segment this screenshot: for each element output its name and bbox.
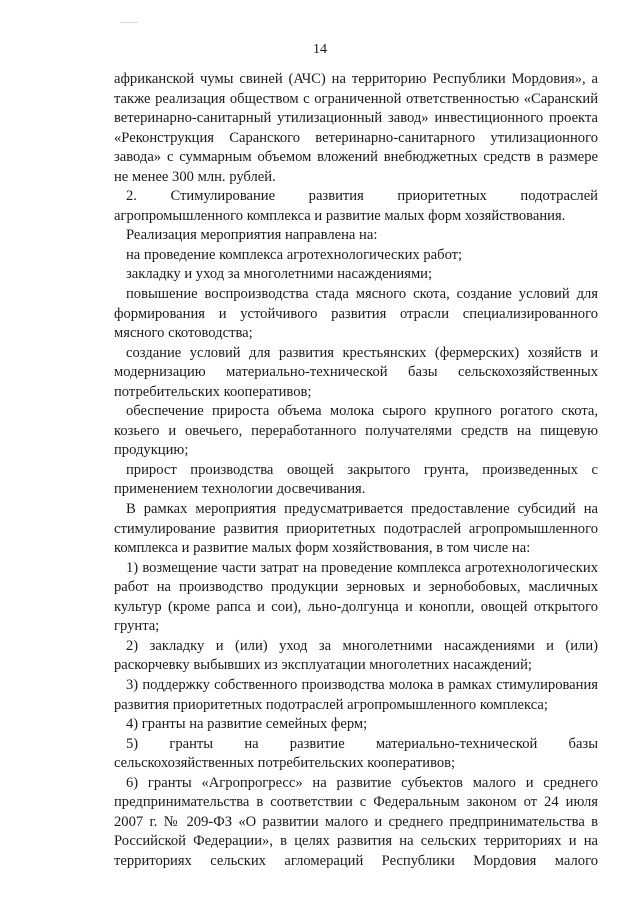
document-body — [114, 70, 598, 871]
list-item-2: 2) закладку и (или) уход за многолетними насаждениями и (или) раскорчевку выбывших из эксплуатации многолетних насаждений; — [114, 637, 598, 674]
page-number: 14 — [313, 42, 327, 57]
paragraph-7: создание условий для развития крестьянских (фермерских) хозяйств и модернизацию материально-технической базы сельскохозяйственных потребительских кооперативов; — [114, 344, 598, 400]
paragraph-6: повышение воспроизводства стада мясного скота, создание условий для формирования и устойчивого развития отрасли специализированного мясного скотоводства; — [114, 286, 598, 342]
paragraph-8: обеспечение прироста объема молока сырого крупного рогатого скота, козьего и овечьего, переработанного получателями средств на пищевую продукцию; — [114, 403, 598, 459]
list-item-4: 4) гранты на развитие семейных ферм; — [126, 716, 368, 733]
paragraph-9: прирост производства овощей закрытого грунта, произведенных с применением технологии досвечивания. — [114, 461, 598, 498]
list-item-6: 6) гранты «Агропрогресс» на развитие субъектов малого и среднего предпринимательства в соответствии с Федеральным законом от 24 июля 2007 г. № 209-ФЗ «О развитии малого и среднего предпринимательства в Российской Федерации», в целях развития на сельских территориях и на территориях сельских агломераций Республики Мордовия малого — [114, 774, 598, 869]
scan-artifact — [120, 22, 138, 23]
paragraph-3: Реализация мероприятия направлена на: — [126, 227, 378, 244]
paragraph-2: 2. Стимулирование развития приоритетных подотраслей агропромышленного комплекса и развитие малых форм хозяйствования. — [114, 188, 598, 224]
paragraph-4: на проведение комплекса агротехнологических работ; — [126, 246, 463, 263]
paragraph-10: В рамках мероприятия предусматривается предоставление субсидий на стимулирование развития приоритетных подотраслей агропромышленного комплекса и развитие малых форм хозяйствования, в том числе на: — [114, 501, 598, 557]
paragraph-1: африканской чумы свиней (АЧС) на территорию Республики Мордовия», а также реализация обществом с ограниченной ответственностью «Саранский ветеринарно-санитарный утилизационный завод» инвестиционного проекта «Реконструкция Саранского ветеринарно-санитарного утилизационного завода» с суммарным объемом вложений внебюджетных средств в размере не менее 300 млн. рублей. — [114, 71, 598, 185]
list-item-1: 1) возмещение части затрат на проведение комплекса агротехнологических работ на производство продукции зерновых и зернобобовых, масличных культур (кроме рапса и сои), льно-долгунца и конопли, овощей открытого грунта; — [114, 559, 598, 635]
list-item-3: 3) поддержку собственного производства молока в рамках стимулирования развития приоритетных подотраслей агропромышленного комплекса; — [114, 676, 598, 713]
list-item-5: 5) гранты на развитие материально-технической базы сельскохозяйственных потребительских кооперативов; — [114, 735, 598, 772]
paragraph-5: закладку и уход за многолетними насаждениями; — [126, 266, 433, 283]
